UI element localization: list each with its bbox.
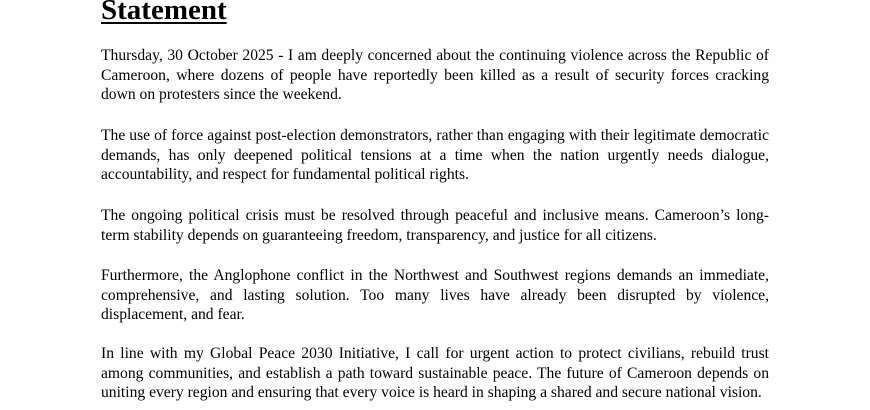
paragraph-anglophone-conflict: Furthermore, the Anglophone conflict in the Northwest and Southwest regions demands an immediate, comprehensive, and lasting solution. Too many lives have already been disrupted by violence, displacement, and fear.	[101, 267, 769, 323]
paragraph-use-of-force: The use of force against post-election demonstrators, rather than engaging with their legitimate democratic demands, has only deepened political tensions at a time when the nation urgently needs dialogue, accountability, and respect for fundamental political rights.	[101, 127, 769, 183]
paragraph-date-violence: Thursday, 30 October 2025 - I am deeply concerned about the continuing violence across the Republic of Cameroon, where dozens of people have reportedly been killed as a result of security forces cracking down on protesters since the weekend.	[101, 47, 769, 103]
paragraph-global-peace-initiative: In line with my Global Peace 2030 Initiative, I call for urgent action to protect civilians, rebuild trust among communities, and establish a path toward sustainable peace. The future of Cameroon depends on uniting every region and ensuring that every voice is heard in shaping a shared and secure national vision.	[101, 345, 769, 401]
paragraph-political-crisis: The ongoing political crisis must be resolved through peaceful and inclusive means. Cameroon’s long-term stability depends on guaranteeing freedom, transparency, and justice for all citizens.	[101, 207, 769, 244]
page-title: Statement	[101, 0, 227, 26]
